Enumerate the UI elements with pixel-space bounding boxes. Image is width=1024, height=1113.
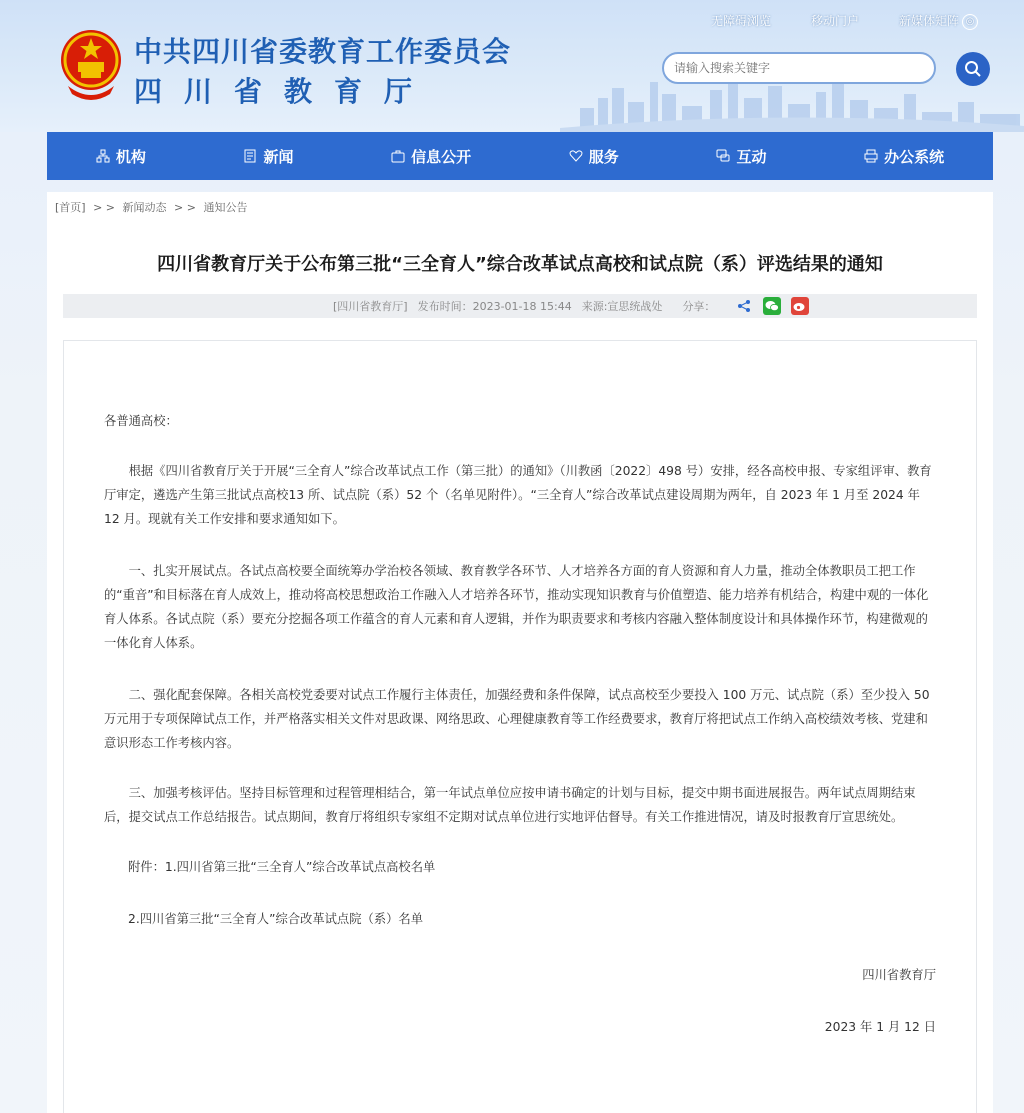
service-icon <box>569 149 583 163</box>
paragraph-1: 一、扎实开展试点。各试点高校要全面统筹办学治校各领域、教育教学各环节、人才培养各方面的育人资源和育人力量，推动全体教职员工把工作的“重音”和目标落在育人成效上，推动将高校思想政治工作融入人才培养各环节，推动实现知识教育与价值塑造、能力培养有机结合，构建中观的一体化育人体系。各试点院（系）要充分挖掘各项工作蕴含的育人元素和育人逻辑，并作为职责要求和考核内容融入整体制度设计和具体操作环节，构建微观的一体化育人体系。 <box>104 564 929 650</box>
breadcrumb-sep: > > <box>93 201 116 214</box>
breadcrumb-sep: > > <box>174 201 196 214</box>
paragraph-2: 二、强化配套保障。各相关高校党委要对试点工作履行主体责任，加强经费和条件保障，试点高校至少要投入 100 万元、试点院（系）至少投入 50 万元用于专项保障试点工作，并严格落实相关文件对思政课、网络思政、心理健康教育等工作经费要求，教育厅将把试点工作纳入高校绩效考核、党建和意识形态工作考核内容。 <box>104 688 930 750</box>
news-icon <box>243 149 257 163</box>
article-meta <box>63 294 977 318</box>
meta-source: [四川省教育厅] <box>333 300 408 313</box>
weibo-icon[interactable] <box>791 297 809 315</box>
mobile-portal-link[interactable]: 移动门户 <box>810 14 859 28</box>
org-name: 中共四川省委教育工作委员会 <box>134 35 512 68</box>
share-label: 分享： <box>682 300 716 313</box>
nav-item-news[interactable] <box>243 146 293 167</box>
breadcrumb-news[interactable]: 新闻动态 <box>122 201 167 214</box>
salutation: 各普通高校： <box>104 414 178 428</box>
attachment-2: 2.四川省第三批“三全育人”综合改革试点院（系）名单 <box>128 912 424 926</box>
search-input[interactable] <box>662 52 936 84</box>
article-title: 四川省教育厅关于公布第三批“三全育人”综合改革试点高校和试点院（系）评选结果的通知 <box>157 254 883 275</box>
office-icon <box>864 149 878 163</box>
site-header <box>0 0 1024 132</box>
meta-publish-time: 发布时间：2023-01-18 15:44 <box>417 300 572 313</box>
new-media-link[interactable] <box>899 12 978 30</box>
media-icon: ◎ <box>962 14 978 30</box>
search-icon <box>964 60 982 78</box>
nav-label: 服务 <box>588 147 619 166</box>
new-media-label: 新媒体矩阵 <box>898 14 959 28</box>
nav-item-info[interactable] <box>391 146 471 167</box>
wechat-icon[interactable] <box>763 297 781 315</box>
dept-name: 四川省教育厅 <box>134 75 435 108</box>
signer: 四川省教育厅 <box>862 968 936 982</box>
meta-origin: 来源:宣思统战处 <box>581 300 663 313</box>
nav-label: 机构 <box>115 147 146 166</box>
nav-item-interact[interactable] <box>716 146 766 167</box>
nav-label: 办公系统 <box>884 147 945 166</box>
breadcrumb-notices[interactable]: 通知公告 <box>203 201 248 214</box>
nav-label: 互动 <box>736 147 767 166</box>
article-card <box>47 220 993 1113</box>
article-body <box>63 340 977 1113</box>
info-icon <box>391 149 405 163</box>
national-emblem-icon <box>58 24 124 104</box>
breadcrumb <box>47 192 993 220</box>
main-nav <box>47 132 993 180</box>
nav-item-office[interactable] <box>864 146 944 167</box>
nav-label: 新闻 <box>263 147 294 166</box>
breadcrumb-home[interactable]: [首页] <box>55 201 86 214</box>
top-links <box>711 12 978 30</box>
sign-date: 2023 年 1 月 12 日 <box>824 1020 936 1034</box>
paragraph-3: 三、加强考核评估。坚持目标管理和过程管理相结合，第一年试点单位应按申请书确定的计划与目标，提交中期书面进展报告。两年试点周期结束后，提交试点工作总结报告。试点期间，教育厅将组织专家组不定期对试点单位进行实地评估督导。有关工作推进情况，请及时报教育厅宣思统处。 <box>104 786 916 824</box>
nav-item-service[interactable] <box>569 146 619 167</box>
share-icon[interactable] <box>735 297 753 315</box>
nav-item-org[interactable] <box>96 146 146 167</box>
attachment-1: 附件：1.四川省第三批“三全育人”综合改革试点高校名单 <box>128 860 436 874</box>
search-button[interactable] <box>956 52 990 86</box>
org-icon <box>96 149 110 163</box>
accessibility-link[interactable]: 无障碍浏览 <box>710 14 771 28</box>
nav-label: 信息公开 <box>411 147 472 166</box>
interact-icon <box>716 149 730 163</box>
paragraph-intro: 根据《四川省教育厅关于开展“三全育人”综合改革试点工作（第三批）的通知》（川教函〔2022〕498 号）安排，经各高校申报、专家组评审、教育厅审定，遴选产生第三批试点高校13 所、试点院（系）52 个（名单见附件）。“三全育人”综合改革试点建设周期为两年，自 2023 年 1 月至 2024 年 12 月。现就有关工作安排和要求通知如下。 <box>104 464 932 526</box>
